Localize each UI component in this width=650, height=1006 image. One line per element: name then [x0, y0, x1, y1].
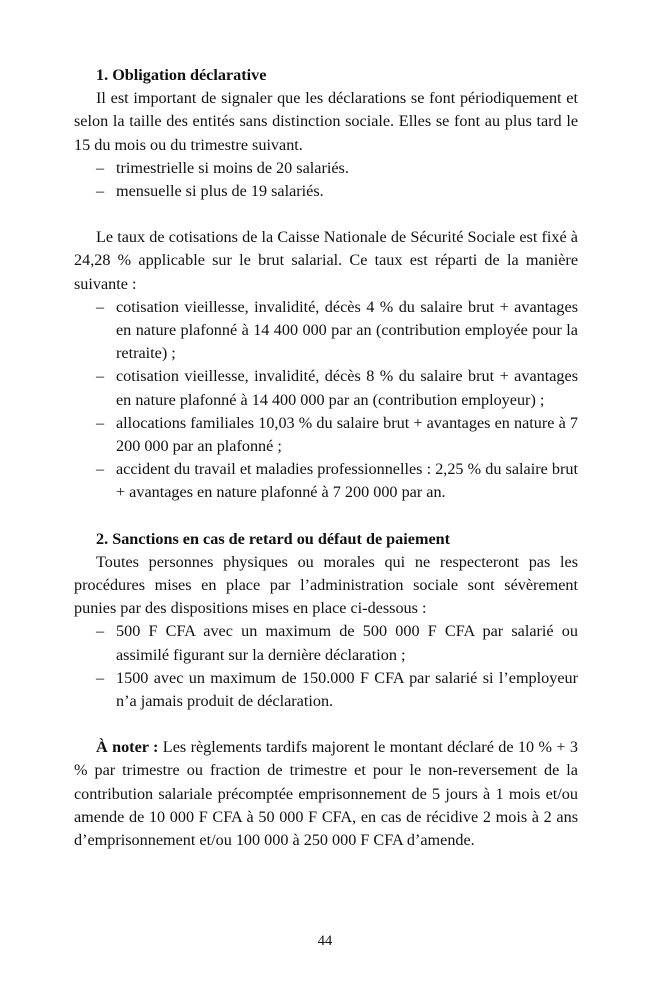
contribution-rates-list [74, 296, 578, 505]
section-1-title: 1. Obligation déclarative [96, 66, 267, 84]
list-item: – mensuelle si plus de 19 salariés. [74, 180, 578, 203]
list-item: – trimestrielle si moins de 20 salariés. [74, 157, 578, 180]
sanctions-list [74, 620, 578, 713]
list-item: – cotisation vieillesse, invalidité, décès 4 % du salaire brut + avantages en nature plafonné à 14 400 000 par an (contribution employée pour la retraite) ; [74, 296, 578, 366]
section-2-title: 2. Sanctions en cas de retard ou défaut de paiement [96, 529, 451, 548]
note-label: À noter : [96, 738, 159, 757]
list-item: – 1500 avec un maximum de 150.000 F CFA par salarié si l’employeur n’a jamais produit de déclaration. [74, 667, 578, 713]
declaration-frequency-list [74, 157, 578, 203]
note-paragraph [74, 736, 578, 852]
list-item: – allocations familiales 10,03 % du salaire brut + avantages en nature à 7 200 000 par an plafonné ; [74, 412, 578, 458]
note-text: Les règlements tardifs majorent le montant déclaré de 10 % + 3 % par trimestre ou fraction de trimestre et pour le non-reversement de la contribution salariale précomptée emprisonnement de 5 jours à 1 mois et/ou amende de 10 000 F CFA à 50 000 F CFA, en cas de récidive 2 mois à 2 ans d’emprisonnement et/ou 100 000 à 250 000 F CFA d’amende. [74, 738, 578, 850]
list-item: – accident du travail et maladies professionnelles : 2,25 % du salaire brut + avantages en nature plafonné à 7 200 000 par an. [74, 458, 578, 504]
page-number: 44 [317, 933, 333, 949]
section-2-paragraph: Toutes personnes physiques ou morales qui ne respecteront pas les procédures mises en place par l’administration sociale sont sévèrement punies par des dispositions mises en place ci-dessous : [74, 552, 578, 618]
section-1-paragraph-1: Il est important de signaler que les déclarations se font périodiquement et selon la taille des entités sans distinction sociale. Elles se font au plus tard le 15 du mois ou du trimestre suivant. [74, 89, 578, 154]
list-item: – 500 F CFA avec un maximum de 500 000 F CFA par salarié ou assimilé figurant sur la dernière déclaration ; [74, 620, 578, 666]
list-item: – cotisation vieillesse, invalidité, décès 8 % du salaire brut + avantages en nature plafonné à 14 400 000 par an (contribution employeur) ; [74, 365, 578, 411]
section-1-paragraph-2: Le taux de cotisations de la Caisse Nationale de Sécurité Sociale est fixé à 24,28 % applicable sur le brut salarial. Ce taux est réparti de la manière suivante : [74, 228, 578, 293]
